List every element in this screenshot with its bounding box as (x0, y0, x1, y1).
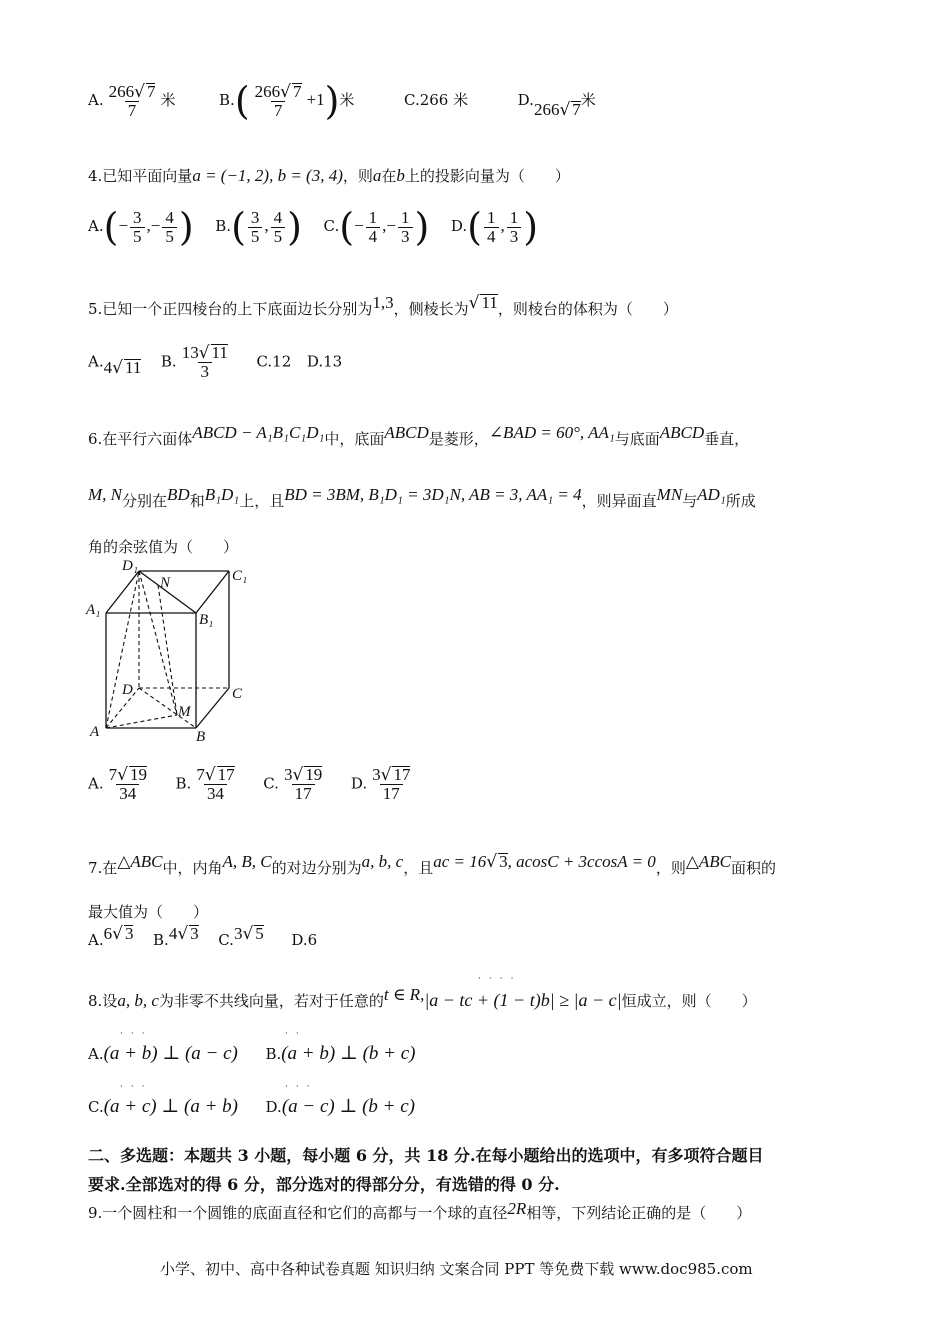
q8-options-row-1: A.(a + b) ⊥ (a − c) B.(a + b) ⊥ (b + c) (88, 1043, 416, 1064)
section-2-heading-line-2: 要求.全部选对的得 6 分，部分选对的得部分分，有选错的得 0 分. (88, 1175, 560, 1194)
page-footer: 小学、初中、高中各种试卷真题 知识归纳 文案合同 PPT 等免费下载 www.doc985.com (160, 1260, 753, 1278)
question-6-line-3: 角的余弦值为（ ） (88, 538, 239, 556)
label-D: D (122, 682, 133, 698)
question-7-line-1: 7.在△ABC中，内角A, B, C的对边分别为a, b, c，且ac = 16√ 3, acosC + 3ccosA = 0，则△ABC面积的 (88, 852, 777, 877)
label-B: B (196, 729, 206, 745)
question-8: 8.设a, b, c为非零不共线向量，若对于任意的t ∈ R,|a − tc + (1 − t)b| ≥ |a − c|恒成立，则（ ） (88, 985, 757, 1010)
label-C: C (232, 686, 243, 702)
q5-options: A.4√ 11 B. $\frac{13√ 11}{3}$ C.12 D.13 (88, 343, 343, 381)
parallelepiped-figure (84, 556, 254, 746)
q3-option-d: 266√ 7 (533, 100, 581, 120)
question-4: 4.已知平面向量a = (−1, 2), b = (3, 4)，则a在b上的投影向量为（ ） (88, 166, 570, 185)
q8-options-row-2: C.(a + c) ⊥ (a + b) D.(a − c) ⊥ (b + c) (88, 1096, 415, 1117)
question-9: 9.一个圆柱和一个圆锥的底面直径和它们的高都与一个球的直径2R相等，下列结论正确的是（ ） (88, 1199, 752, 1222)
q3-options: A. $\frac{266√ 7}{7}$ 米 B.( $\frac{266√ 7}{7}$ +1)米 C.266 米 D.266√ 7米 (88, 79, 596, 123)
q3-option-c: C.266 米 (404, 91, 469, 109)
question-6-line-2: M, N分别在BD和B₁D₁上，且BD = 3BM, B₁D₁ = 3D₁N, AB = 3, AA₁ = 4，则异面直MN与AD₁所成 (88, 485, 756, 510)
label-A: A (90, 724, 100, 740)
section-2-heading-line-1: 二、多选题：本题共 3 小题，每小题 6 分，共 18 分.在每小题给出的选项中，有多项符合题目 (88, 1146, 764, 1165)
label-M: M (178, 704, 191, 720)
q6-options: A. $\frac{7√ 19}{34}$ B. $\frac{7√ 17}{34}$ C. $\frac{3√ 19}{17}$ D. $\frac{3√ 17}{17}$ (88, 765, 411, 803)
q3-option-a-fraction: $\frac{266√ 7}{7}$ (108, 81, 156, 120)
q3-option-b-fraction: $\frac{266√ 7}{7}$ (254, 81, 302, 120)
q7-options: A.6√ 3 B.4√ 3 C.3√ 5 D.6 (88, 924, 318, 949)
q4-options: A.(− $\frac{3}{5}$ ,− $\frac{4}{5}$ ) B.( $\frac{3}{5}$ , $\frac{4}{5}$ ) C.(− $\frac{1}{4}$ ,− $\frac{1}{3}$ ) D.( $\frac{1}{4}$ , $\frac{1}{3}$ ) (88, 205, 539, 249)
label-A1: A₁ (86, 602, 101, 618)
question-5: 5.已知一个正四棱台的上下底面边长分别为1,3，侧棱长为√ 11，则棱台的体积为（ ） (88, 293, 678, 318)
label-D1: D₁ (122, 558, 139, 574)
label-C1: C₁ (232, 568, 248, 584)
label-N: N (160, 575, 171, 591)
label-B1: B₁ (199, 612, 214, 628)
question-7-line-2: 最大值为（ ） (88, 903, 209, 921)
question-6-line-1: 6.在平行六面体ABCD − A₁B₁C₁D₁中，底面ABCD是菱形，∠BAD = 60°, AA₁与底面ABCD垂直， (88, 423, 750, 448)
